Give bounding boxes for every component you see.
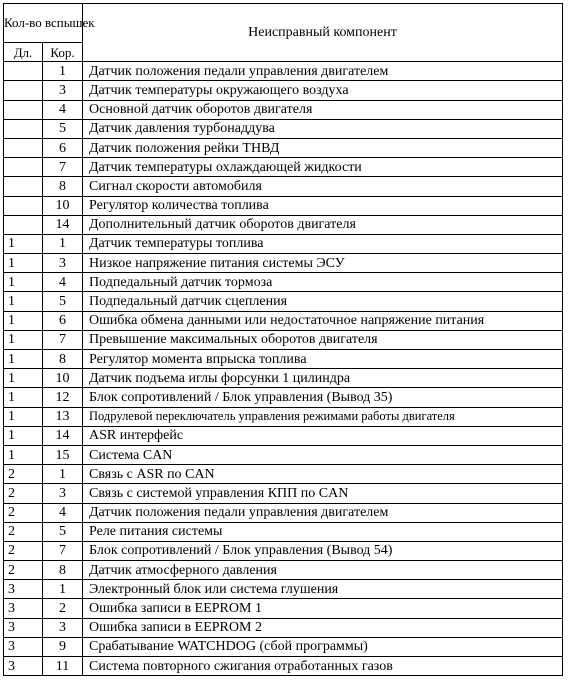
short-flash-cell: 3 [43,81,83,100]
short-flash-cell: 5 [43,119,83,138]
long-flash-cell [4,138,43,157]
long-flash-cell: 2 [4,484,43,503]
long-flash-cell: 3 [4,599,43,618]
table-row [4,177,563,196]
header-row-top [4,4,563,43]
table-row [4,254,563,273]
short-flash-header: Кор. [43,43,83,62]
short-flash-cell: 1 [43,62,83,81]
short-flash-cell: 8 [43,350,83,369]
short-flash-cell: 7 [43,541,83,560]
long-flash-cell: 3 [4,580,43,599]
table-row [4,637,563,656]
short-flash-cell: 14 [43,426,83,445]
table-row [4,62,563,81]
long-flash-cell [4,100,43,119]
short-flash-cell: 6 [43,138,83,157]
short-flash-cell: 1 [43,580,83,599]
short-flash-cell: 9 [43,637,83,656]
short-flash-cell: 13 [43,407,83,426]
long-flash-cell: 1 [4,273,43,292]
table-row [4,484,563,503]
table-row [4,503,563,522]
fault-code-table [3,3,563,676]
table-row [4,350,563,369]
component-name-cell: Датчик положения педали управления двигателем [83,62,563,81]
long-flash-cell: 1 [4,445,43,464]
short-flash-cell: 3 [43,618,83,637]
long-flash-cell: 1 [4,369,43,388]
component-name-cell: Реле питания системы [83,522,563,541]
short-flash-cell: 7 [43,330,83,349]
short-flash-cell: 6 [43,311,83,330]
long-flash-cell: 1 [4,350,43,369]
component-name-cell: Ошибка обмена данными или недостаточное напряжение питания [83,311,563,330]
component-name-cell: Связь с системой управления КПП по CAN [83,484,563,503]
short-flash-cell: 7 [43,158,83,177]
short-flash-cell: 1 [43,234,83,253]
component-name-cell: Ошибка записи в EEPROM 2 [83,618,563,637]
long-flash-cell [4,177,43,196]
table-row [4,522,563,541]
long-flash-cell: 3 [4,618,43,637]
long-flash-cell: 3 [4,657,43,676]
short-flash-cell: 5 [43,522,83,541]
component-name-cell: Датчик подъема иглы форсунки 1 цилиндра [83,369,563,388]
short-flash-cell: 11 [43,657,83,676]
fault-code-rows [4,62,563,676]
table-row [4,388,563,407]
component-name-cell: Датчик температуры охлаждающей жидкости [83,158,563,177]
long-flash-cell: 2 [4,503,43,522]
table-row [4,138,563,157]
table-row [4,311,563,330]
table-row [4,158,563,177]
long-flash-cell: 2 [4,522,43,541]
component-name-cell: Подпедальный датчик сцепления [83,292,563,311]
table-row [4,81,563,100]
short-flash-cell: 12 [43,388,83,407]
table-row [4,215,563,234]
component-name-cell: Срабатывание WATCHDOG (сбой программы) [83,637,563,656]
short-flash-cell: 4 [43,503,83,522]
long-flash-cell [4,196,43,215]
short-flash-cell: 4 [43,100,83,119]
long-flash-cell: 3 [4,637,43,656]
component-name-cell: Основной датчик оборотов двигателя [83,100,563,119]
component-name-cell: Блок сопротивлений / Блок управления (Вывод 35) [83,388,563,407]
long-flash-cell [4,215,43,234]
table-row [4,541,563,560]
component-name-cell: Датчик температуры окружающего воздуха [83,81,563,100]
component-name-cell: Связь с ASR по CAN [83,465,563,484]
table-row [4,100,563,119]
long-flash-cell [4,62,43,81]
short-flash-cell: 4 [43,273,83,292]
long-flash-cell [4,119,43,138]
component-name-cell: Датчик положения педали управления двигателем [83,503,563,522]
component-header: Неисправный компонент [83,4,563,62]
table-row [4,561,563,580]
component-name-cell: ASR интерфейс [83,426,563,445]
long-flash-cell: 1 [4,311,43,330]
short-flash-cell: 10 [43,196,83,215]
component-name-cell: Низкое напряжение питания системы ЭСУ [83,254,563,273]
flash-count-header: Кол-во вспышек [4,4,83,43]
table-row [4,273,563,292]
table-row [4,234,563,253]
long-flash-cell: 1 [4,426,43,445]
component-name-cell: Система CAN [83,445,563,464]
component-name-cell: Система повторного сжигания отработанных газов [83,657,563,676]
table-row [4,407,563,426]
short-flash-cell: 14 [43,215,83,234]
long-flash-cell [4,81,43,100]
long-flash-cell: 1 [4,254,43,273]
component-name-cell: Электронный блок или система глушения [83,580,563,599]
component-name-cell: Датчик температуры топлива [83,234,563,253]
component-name-cell: Датчик положения рейки ТНВД [83,138,563,157]
short-flash-cell: 8 [43,177,83,196]
component-name-cell: Блок сопротивлений / Блок управления (Вывод 54) [83,541,563,560]
fault-code-table-container [3,3,563,676]
table-row [4,369,563,388]
table-row [4,330,563,349]
table-row [4,618,563,637]
component-name-cell: Превышение максимальных оборотов двигателя [83,330,563,349]
component-name-cell: Датчик давления турбонаддува [83,119,563,138]
long-flash-cell: 1 [4,292,43,311]
table-row [4,580,563,599]
table-row [4,426,563,445]
component-name-cell: Ошибка записи в EEPROM 1 [83,599,563,618]
long-flash-cell: 2 [4,465,43,484]
short-flash-cell: 15 [43,445,83,464]
short-flash-cell: 10 [43,369,83,388]
long-flash-cell: 1 [4,407,43,426]
short-flash-cell: 1 [43,465,83,484]
table-row [4,599,563,618]
table-row [4,292,563,311]
short-flash-cell: 3 [43,254,83,273]
long-flash-cell: 1 [4,330,43,349]
long-flash-cell [4,158,43,177]
short-flash-cell: 5 [43,292,83,311]
table-row [4,465,563,484]
table-row [4,445,563,464]
component-name-cell: Подпедальный датчик тормоза [83,273,563,292]
component-name-cell: Подрулевой переключатель управления режимами работы двигателя [83,407,563,426]
long-flash-cell: 1 [4,234,43,253]
component-name-cell: Дополнительный датчик оборотов двигателя [83,215,563,234]
component-name-cell: Датчик атмосферного давления [83,561,563,580]
component-name-cell: Регулятор момента впрыска топлива [83,350,563,369]
long-flash-cell: 1 [4,388,43,407]
long-flash-header: Дл. [4,43,43,62]
table-row [4,119,563,138]
component-name-cell: Сигнал скорости автомобиля [83,177,563,196]
long-flash-cell: 2 [4,541,43,560]
short-flash-cell: 2 [43,599,83,618]
short-flash-cell: 3 [43,484,83,503]
table-row [4,196,563,215]
table-row [4,657,563,676]
long-flash-cell: 2 [4,561,43,580]
short-flash-cell: 8 [43,561,83,580]
component-name-cell: Регулятор количества топлива [83,196,563,215]
